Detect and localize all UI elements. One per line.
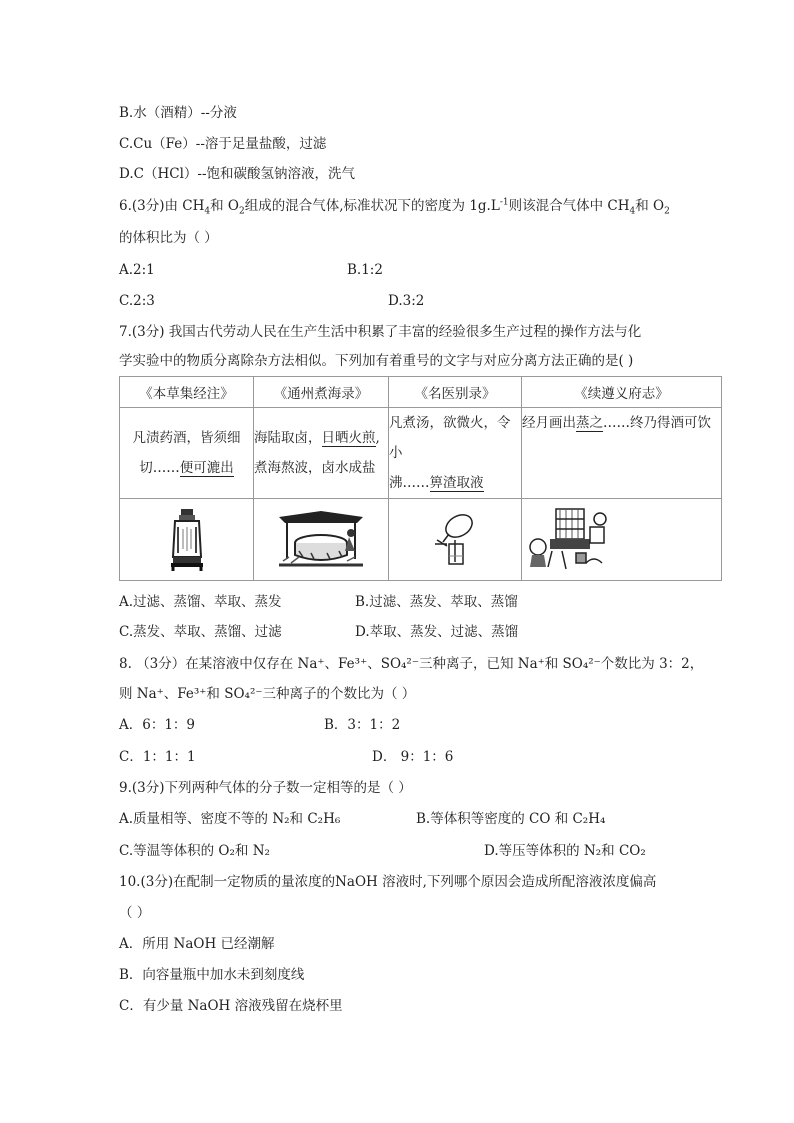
q6-stem: 6.(3分)由 $CH_4$和 $O_2$组成的混合气体,标准状况下的密度为 $1g.L^{-1}$则该混合气体中 $CH_4$和 $O_2$ bbox=[119, 197, 670, 217]
q8-option-b: B．3：1：2 bbox=[324, 717, 401, 733]
table-cell-1: 凡渍药酒，皆须细 切……便可漉出 bbox=[120, 408, 254, 499]
q5-option-c: C.Cu（Fe）--溶于足量盐酸，过滤 bbox=[119, 136, 327, 152]
distillation-illustration bbox=[526, 507, 612, 573]
q7-table bbox=[119, 376, 722, 581]
q7-option-c: C.蒸发、萃取、蒸馏、过滤 bbox=[119, 624, 282, 640]
decanting-illustration bbox=[425, 510, 485, 570]
q9-option-d: D.等压等体积的 N₂和 CO₂ bbox=[484, 843, 646, 859]
q10-option-b: B．向容量瓶中加水未到刻度线 bbox=[119, 967, 305, 983]
q7-option-a: A.过滤、蒸馏、萃取、蒸发 bbox=[119, 594, 282, 610]
q5-option-b: B.水（酒精）--分液 bbox=[119, 105, 237, 121]
table-header-1: 《本草集经注》 bbox=[120, 377, 254, 408]
table-cell-2: 海陆取卤，日晒火煎, 煮海熬波，卤水成盐 bbox=[254, 408, 389, 499]
q9-option-c: C.等温等体积的 O₂和 N₂ bbox=[119, 843, 270, 859]
q6-option-d: D.3:2 bbox=[388, 293, 425, 309]
q10-stem-line2: （ ） bbox=[119, 905, 151, 921]
q9-option-a: A.质量相等、密度不等的 N₂和 C₂H₆ bbox=[119, 811, 341, 827]
table-header-2: 《通州煮海录》 bbox=[254, 377, 389, 408]
q6-option-b: B.1:2 bbox=[347, 262, 383, 278]
q10-stem: 10.(3分)在配制一定物质的量浓度的NaOH 溶液时,下列哪个原因会造成所配溶液浓度偏高 bbox=[119, 874, 657, 890]
q8-option-a: A．6：1：9 bbox=[119, 717, 196, 733]
q8-option-d: D． 9：1：6 bbox=[372, 749, 454, 765]
q10-option-a: A．所用 NaOH 已经潮解 bbox=[119, 936, 275, 952]
table-image-1 bbox=[120, 499, 254, 581]
wine-jar-illustration bbox=[167, 507, 207, 573]
q9-stem: 9.(3分)下列两种气体的分子数一定相等的是（ ） bbox=[119, 780, 412, 796]
q10-option-c: C．有少量 NaOH 溶液残留在烧杯里 bbox=[119, 998, 343, 1014]
table-cell-4: 经月画出蒸之……终乃得酒可饮 bbox=[522, 408, 722, 499]
table-cell-3: 凡煮汤，欲微火，令小 沸……箅渣取液 bbox=[389, 408, 522, 499]
q6-option-a: A.2:1 bbox=[119, 262, 155, 278]
q7-stem-line2: 学实验中的物质分离除杂方法相似。下列加有着重号的文字与对应分离方法正确的是( ) bbox=[119, 353, 634, 369]
table-header-4: 《续遵义府志》 bbox=[522, 377, 722, 408]
table-header-3: 《名医别录》 bbox=[389, 377, 522, 408]
q8-stem-line2: 则 Na⁺、Fe³⁺和 SO₄²⁻三种离子的个数比为（ ） bbox=[119, 686, 416, 702]
q7-stem: 7.(3分) 我国古代劳动人民在生产生活中积累了丰富的经验很多生产过程的操作方法与化 bbox=[119, 324, 642, 340]
q7-option-b: B.过滤、蒸发、萃取、蒸馏 bbox=[355, 594, 518, 610]
table-image-3 bbox=[389, 499, 522, 581]
q9-option-b: B.等体积等密度的 CO 和 C₂H₄ bbox=[416, 811, 606, 827]
table-image-4 bbox=[522, 499, 722, 581]
q6-stem-line2: 的体积比为（ ） bbox=[119, 230, 218, 246]
q8-option-c: C．1：1：1 bbox=[119, 749, 196, 765]
table-image-2 bbox=[254, 499, 389, 581]
q8-stem: 8. （3分）在某溶液中仅存在 Na⁺、Fe³⁺、SO₄²⁻三种离子，已知 Na⁺和 SO₄²⁻个数比为 3：2， bbox=[119, 656, 704, 672]
q6-option-c: C.2:3 bbox=[119, 293, 155, 309]
salt-boiling-illustration bbox=[277, 509, 365, 571]
q7-option-d: D.萃取、蒸发、过滤、蒸馏 bbox=[355, 624, 519, 640]
q5-option-d: D.C（HCl）--饱和碳酸氢钠溶液，洗气 bbox=[119, 166, 356, 182]
